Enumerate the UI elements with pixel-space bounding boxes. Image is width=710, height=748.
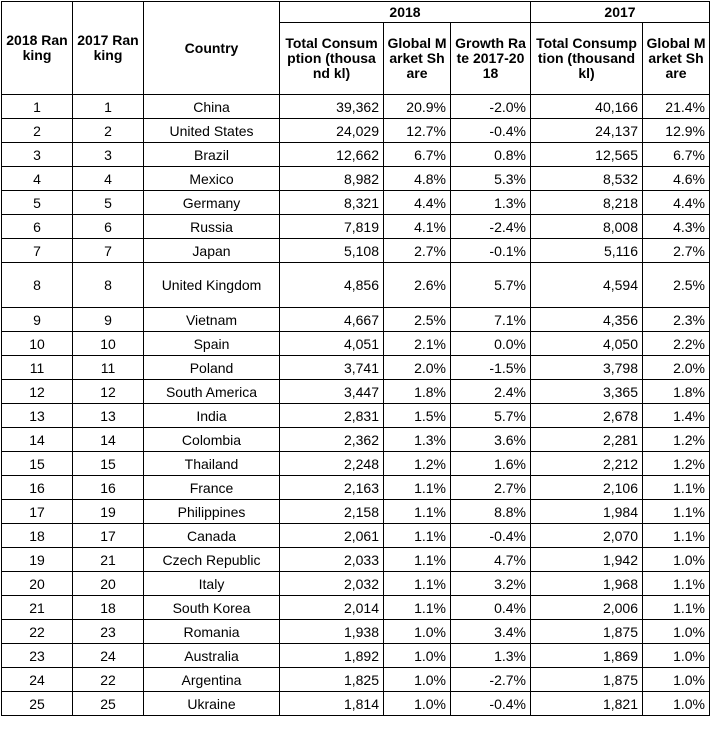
cell-country: Argentina	[144, 668, 280, 692]
cell-total-2017: 1,875	[531, 668, 643, 692]
table-row	[2, 95, 710, 119]
table-row	[2, 239, 710, 263]
cell-total-2018: 24,029	[280, 119, 384, 143]
cell-share-2018: 1.0%	[384, 620, 451, 644]
cell-share-2018: 4.4%	[384, 191, 451, 215]
cell-total-2017: 8,532	[531, 167, 643, 191]
cell-share-2018: 2.5%	[384, 308, 451, 332]
cell-rank-2017: 19	[73, 500, 144, 524]
cell-total-2018: 1,814	[280, 692, 384, 716]
cell-total-2018: 2,163	[280, 476, 384, 500]
header-country: Country	[144, 2, 280, 95]
cell-country: India	[144, 404, 280, 428]
cell-share-2018: 4.8%	[384, 167, 451, 191]
table-row	[2, 500, 710, 524]
cell-growth-rate: 0.0%	[451, 332, 531, 356]
cell-rank-2017: 11	[73, 356, 144, 380]
cell-country: Vietnam	[144, 308, 280, 332]
cell-total-2017: 2,070	[531, 524, 643, 548]
cell-share-2018: 2.1%	[384, 332, 451, 356]
cell-total-2018: 2,061	[280, 524, 384, 548]
cell-rank-2018: 18	[2, 524, 73, 548]
cell-country: Mexico	[144, 167, 280, 191]
table-row	[2, 572, 710, 596]
cell-share-2017: 4.4%	[643, 191, 710, 215]
table-row	[2, 308, 710, 332]
cell-rank-2017: 10	[73, 332, 144, 356]
cell-total-2018: 4,856	[280, 263, 384, 308]
cell-total-2017: 24,137	[531, 119, 643, 143]
cell-share-2018: 1.1%	[384, 500, 451, 524]
cell-share-2018: 1.1%	[384, 572, 451, 596]
cell-growth-rate: -2.4%	[451, 215, 531, 239]
cell-country: China	[144, 95, 280, 119]
cell-total-2017: 5,116	[531, 239, 643, 263]
cell-total-2018: 8,982	[280, 167, 384, 191]
cell-rank-2018: 3	[2, 143, 73, 167]
cell-total-2017: 2,106	[531, 476, 643, 500]
header-group-2017: 2017	[531, 2, 710, 23]
cell-rank-2017: 5	[73, 191, 144, 215]
cell-total-2017: 2,006	[531, 596, 643, 620]
cell-share-2017: 1.1%	[643, 476, 710, 500]
cell-growth-rate: 3.6%	[451, 428, 531, 452]
cell-rank-2017: 12	[73, 380, 144, 404]
table-row	[2, 167, 710, 191]
cell-total-2017: 40,166	[531, 95, 643, 119]
cell-growth-rate: 3.4%	[451, 620, 531, 644]
cell-share-2018: 1.2%	[384, 452, 451, 476]
cell-rank-2017: 8	[73, 263, 144, 308]
table-row	[2, 452, 710, 476]
cell-rank-2018: 22	[2, 620, 73, 644]
cell-country: Colombia	[144, 428, 280, 452]
cell-rank-2017: 16	[73, 476, 144, 500]
cell-share-2017: 4.6%	[643, 167, 710, 191]
cell-share-2018: 1.0%	[384, 644, 451, 668]
cell-growth-rate: 5.7%	[451, 263, 531, 308]
table-row	[2, 596, 710, 620]
cell-country: Canada	[144, 524, 280, 548]
cell-rank-2017: 18	[73, 596, 144, 620]
cell-total-2018: 2,014	[280, 596, 384, 620]
header-row-groups	[2, 2, 710, 23]
cell-growth-rate: 0.4%	[451, 596, 531, 620]
cell-rank-2018: 17	[2, 500, 73, 524]
cell-rank-2017: 21	[73, 548, 144, 572]
cell-rank-2017: 3	[73, 143, 144, 167]
cell-country: Italy	[144, 572, 280, 596]
cell-rank-2017: 2	[73, 119, 144, 143]
cell-total-2017: 8,218	[531, 191, 643, 215]
cell-rank-2018: 13	[2, 404, 73, 428]
table-header	[2, 2, 710, 95]
cell-growth-rate: 8.8%	[451, 500, 531, 524]
cell-growth-rate: 5.3%	[451, 167, 531, 191]
cell-share-2017: 2.2%	[643, 332, 710, 356]
cell-total-2017: 1,821	[531, 692, 643, 716]
cell-share-2018: 1.3%	[384, 428, 451, 452]
cell-rank-2018: 6	[2, 215, 73, 239]
cell-rank-2018: 10	[2, 332, 73, 356]
cell-country: Australia	[144, 644, 280, 668]
cell-share-2017: 1.2%	[643, 428, 710, 452]
cell-rank-2017: 25	[73, 692, 144, 716]
cell-share-2017: 12.9%	[643, 119, 710, 143]
cell-total-2017: 2,281	[531, 428, 643, 452]
cell-total-2018: 3,447	[280, 380, 384, 404]
cell-country: Philippines	[144, 500, 280, 524]
cell-rank-2017: 13	[73, 404, 144, 428]
cell-total-2017: 2,678	[531, 404, 643, 428]
cell-share-2017: 21.4%	[643, 95, 710, 119]
cell-total-2018: 7,819	[280, 215, 384, 239]
cell-total-2018: 39,362	[280, 95, 384, 119]
cell-total-2017: 3,365	[531, 380, 643, 404]
cell-country: Czech Republic	[144, 548, 280, 572]
table-body	[2, 95, 710, 716]
cell-share-2017: 2.0%	[643, 356, 710, 380]
cell-growth-rate: 1.3%	[451, 644, 531, 668]
cell-growth-rate: 3.2%	[451, 572, 531, 596]
cell-rank-2017: 4	[73, 167, 144, 191]
cell-total-2017: 1,875	[531, 620, 643, 644]
cell-rank-2018: 20	[2, 572, 73, 596]
table-row	[2, 191, 710, 215]
cell-rank-2018: 24	[2, 668, 73, 692]
cell-growth-rate: 2.4%	[451, 380, 531, 404]
cell-rank-2017: 1	[73, 95, 144, 119]
cell-total-2018: 1,892	[280, 644, 384, 668]
cell-country: United States	[144, 119, 280, 143]
cell-country: Russia	[144, 215, 280, 239]
cell-share-2018: 1.8%	[384, 380, 451, 404]
cell-country: Japan	[144, 239, 280, 263]
cell-total-2018: 2,158	[280, 500, 384, 524]
cell-growth-rate: -0.4%	[451, 119, 531, 143]
table-row	[2, 332, 710, 356]
cell-share-2017: 2.5%	[643, 263, 710, 308]
cell-share-2018: 1.5%	[384, 404, 451, 428]
cell-rank-2017: 15	[73, 452, 144, 476]
cell-rank-2018: 25	[2, 692, 73, 716]
table-row	[2, 263, 710, 308]
cell-growth-rate: -2.7%	[451, 668, 531, 692]
header-rank-2017: 2017 Ranking	[73, 2, 144, 95]
cell-country: South America	[144, 380, 280, 404]
cell-country: Ukraine	[144, 692, 280, 716]
cell-total-2018: 12,662	[280, 143, 384, 167]
cell-total-2017: 4,594	[531, 263, 643, 308]
cell-rank-2018: 23	[2, 644, 73, 668]
header-rank-2018: 2018 Ranking	[2, 2, 73, 95]
cell-rank-2017: 20	[73, 572, 144, 596]
cell-share-2017: 2.3%	[643, 308, 710, 332]
cell-rank-2017: 17	[73, 524, 144, 548]
cell-rank-2018: 11	[2, 356, 73, 380]
cell-share-2018: 1.0%	[384, 668, 451, 692]
cell-growth-rate: -2.0%	[451, 95, 531, 119]
cell-growth-rate: 1.3%	[451, 191, 531, 215]
cell-share-2017: 1.0%	[643, 620, 710, 644]
cell-growth-rate: -0.4%	[451, 524, 531, 548]
cell-total-2018: 2,033	[280, 548, 384, 572]
cell-share-2018: 2.6%	[384, 263, 451, 308]
cell-growth-rate: -0.1%	[451, 239, 531, 263]
cell-share-2018: 2.0%	[384, 356, 451, 380]
cell-total-2017: 2,212	[531, 452, 643, 476]
cell-share-2018: 6.7%	[384, 143, 451, 167]
cell-rank-2017: 22	[73, 668, 144, 692]
cell-growth-rate: 0.8%	[451, 143, 531, 167]
cell-growth-rate: 1.6%	[451, 452, 531, 476]
cell-share-2017: 4.3%	[643, 215, 710, 239]
cell-rank-2018: 7	[2, 239, 73, 263]
table-row	[2, 668, 710, 692]
cell-total-2018: 1,825	[280, 668, 384, 692]
cell-total-2017: 1,984	[531, 500, 643, 524]
cell-share-2017: 2.7%	[643, 239, 710, 263]
cell-rank-2017: 7	[73, 239, 144, 263]
cell-rank-2018: 5	[2, 191, 73, 215]
cell-rank-2018: 1	[2, 95, 73, 119]
cell-share-2018: 1.1%	[384, 596, 451, 620]
cell-share-2017: 1.0%	[643, 692, 710, 716]
cell-country: South Korea	[144, 596, 280, 620]
cell-share-2018: 20.9%	[384, 95, 451, 119]
cell-rank-2018: 19	[2, 548, 73, 572]
cell-total-2018: 2,831	[280, 404, 384, 428]
cell-share-2018: 2.7%	[384, 239, 451, 263]
header-total-2017: Total Consumption (thousand kl)	[531, 23, 643, 95]
cell-total-2017: 4,050	[531, 332, 643, 356]
cell-rank-2018: 8	[2, 263, 73, 308]
cell-share-2018: 12.7%	[384, 119, 451, 143]
cell-total-2017: 1,869	[531, 644, 643, 668]
cell-total-2017: 12,565	[531, 143, 643, 167]
cell-share-2018: 1.1%	[384, 476, 451, 500]
cell-rank-2017: 9	[73, 308, 144, 332]
cell-country: Spain	[144, 332, 280, 356]
cell-country: Poland	[144, 356, 280, 380]
cell-total-2018: 2,248	[280, 452, 384, 476]
cell-growth-rate: 7.1%	[451, 308, 531, 332]
cell-growth-rate: 2.7%	[451, 476, 531, 500]
cell-rank-2018: 4	[2, 167, 73, 191]
cell-share-2017: 1.8%	[643, 380, 710, 404]
table-row	[2, 428, 710, 452]
cell-share-2017: 1.0%	[643, 644, 710, 668]
cell-share-2017: 1.0%	[643, 548, 710, 572]
cell-growth-rate: -0.4%	[451, 692, 531, 716]
table-row	[2, 644, 710, 668]
cell-total-2018: 2,362	[280, 428, 384, 452]
table-row	[2, 143, 710, 167]
cell-share-2018: 1.1%	[384, 524, 451, 548]
header-total-2018: Total Consumption (thousand kl)	[280, 23, 384, 95]
cell-rank-2018: 16	[2, 476, 73, 500]
cell-rank-2018: 14	[2, 428, 73, 452]
table-row	[2, 404, 710, 428]
cell-share-2017: 6.7%	[643, 143, 710, 167]
table-row	[2, 548, 710, 572]
cell-share-2017: 1.1%	[643, 572, 710, 596]
table-row	[2, 380, 710, 404]
header-share-2018: Global Market Share	[384, 23, 451, 95]
cell-total-2017: 3,798	[531, 356, 643, 380]
cell-total-2017: 4,356	[531, 308, 643, 332]
header-group-2018: 2018	[280, 2, 531, 23]
table-row	[2, 476, 710, 500]
cell-share-2017: 1.1%	[643, 500, 710, 524]
cell-rank-2018: 15	[2, 452, 73, 476]
cell-share-2017: 1.2%	[643, 452, 710, 476]
table-row	[2, 215, 710, 239]
cell-rank-2018: 2	[2, 119, 73, 143]
cell-total-2018: 2,032	[280, 572, 384, 596]
cell-country: Brazil	[144, 143, 280, 167]
cell-rank-2018: 12	[2, 380, 73, 404]
cell-rank-2017: 24	[73, 644, 144, 668]
cell-share-2018: 1.0%	[384, 692, 451, 716]
table-row	[2, 119, 710, 143]
cell-total-2017: 1,942	[531, 548, 643, 572]
cell-total-2018: 4,051	[280, 332, 384, 356]
cell-share-2017: 1.4%	[643, 404, 710, 428]
cell-share-2017: 1.1%	[643, 596, 710, 620]
table-row	[2, 692, 710, 716]
cell-total-2018: 4,667	[280, 308, 384, 332]
cell-rank-2018: 9	[2, 308, 73, 332]
cell-total-2018: 3,741	[280, 356, 384, 380]
cell-growth-rate: 5.7%	[451, 404, 531, 428]
cell-share-2018: 4.1%	[384, 215, 451, 239]
cell-country: France	[144, 476, 280, 500]
cell-share-2017: 1.1%	[643, 524, 710, 548]
cell-country: Thailand	[144, 452, 280, 476]
header-share-2017: Global Market Share	[643, 23, 710, 95]
cell-total-2017: 8,008	[531, 215, 643, 239]
cell-total-2018: 1,938	[280, 620, 384, 644]
cell-growth-rate: -1.5%	[451, 356, 531, 380]
cell-rank-2017: 6	[73, 215, 144, 239]
cell-rank-2018: 21	[2, 596, 73, 620]
cell-country: United Kingdom	[144, 263, 280, 308]
cell-share-2017: 1.0%	[643, 668, 710, 692]
table-row	[2, 356, 710, 380]
table-row	[2, 524, 710, 548]
cell-growth-rate: 4.7%	[451, 548, 531, 572]
cell-total-2017: 1,968	[531, 572, 643, 596]
cell-rank-2017: 14	[73, 428, 144, 452]
cell-country: Romania	[144, 620, 280, 644]
cell-total-2018: 5,108	[280, 239, 384, 263]
beer-consumption-table	[1, 1, 710, 716]
cell-rank-2017: 23	[73, 620, 144, 644]
cell-country: Germany	[144, 191, 280, 215]
cell-total-2018: 8,321	[280, 191, 384, 215]
table-row	[2, 620, 710, 644]
header-growth: Growth Rate 2017-2018	[451, 23, 531, 95]
cell-share-2018: 1.1%	[384, 548, 451, 572]
